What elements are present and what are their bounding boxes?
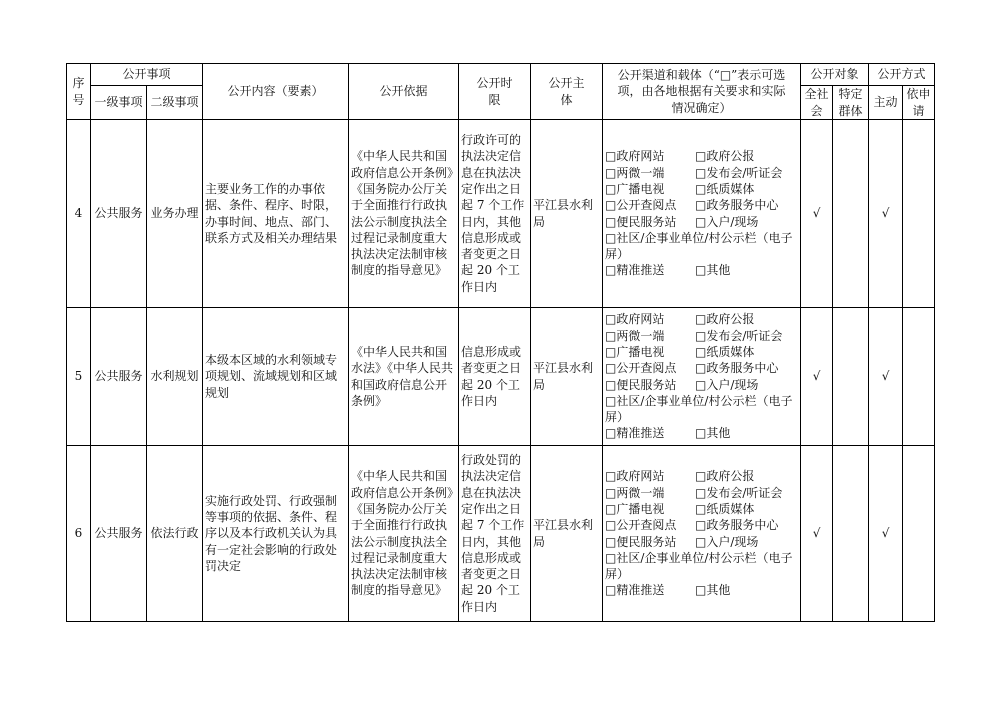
channel-option: □发布会/听证会 <box>695 328 783 343</box>
row-target-specific-check <box>833 120 869 308</box>
channel-option: □广播电视 <box>605 344 665 359</box>
channel-option: □入户/现场 <box>695 534 759 549</box>
channel-option: □便民服务站 <box>605 534 677 549</box>
channel-option: □社区/企事业单位/村公示栏（电子屏） <box>605 393 793 425</box>
channel-option: □社区/企事业单位/村公示栏（电子屏） <box>605 230 793 262</box>
table-row <box>67 120 935 308</box>
header-index: 序号 <box>67 64 91 120</box>
header-time-limit: 公开时限 <box>459 64 531 120</box>
channel-option: □政府公报 <box>695 469 755 484</box>
row-level2: 依法行政 <box>147 446 203 622</box>
header-method-active: 主动 <box>869 86 903 120</box>
table-row <box>67 446 935 622</box>
channel-option: □其他 <box>695 583 731 598</box>
disclosure-table <box>66 63 935 622</box>
row-time-limit: 信息形成或者变更之日起 20 个工作日内 <box>459 308 531 446</box>
row-index: 6 <box>67 446 91 622</box>
channel-option: □政府网站 <box>605 149 665 164</box>
row-method-request-check <box>903 446 935 622</box>
header-basis: 公开依据 <box>349 64 459 120</box>
header-target-all: 全社会 <box>801 86 833 120</box>
header-method-request: 依申请 <box>903 86 935 120</box>
row-level1: 公共服务 <box>91 120 147 308</box>
channel-option: □精准推送 <box>605 263 665 278</box>
channel-option: □政务服务中心 <box>695 198 779 213</box>
row-time-limit: 行政许可的执法决定信息在执法决定作出之日起 7 个工作日内，其他信息形成或者变更之日起 20 个工作日内 <box>459 120 531 308</box>
row-channels <box>603 120 801 308</box>
row-level1: 公共服务 <box>91 308 147 446</box>
row-subject: 平江县水利局 <box>531 446 603 622</box>
header-target: 公开对象 <box>801 64 869 86</box>
channel-option: □便民服务站 <box>605 377 677 392</box>
row-method-active-check: √ <box>869 308 903 446</box>
channel-option: □公开查阅点 <box>605 361 677 376</box>
row-time-limit: 行政处罚的执法决定信息在执法决定作出之日起 7 个工作日内，其他信息形成或者变更之日起 20 个工作日内 <box>459 446 531 622</box>
channel-option: □广播电视 <box>605 501 665 516</box>
channel-option: □公开查阅点 <box>605 198 677 213</box>
channel-option: □两微一端 <box>605 485 665 500</box>
channel-option: □社区/企事业单位/村公示栏（电子屏） <box>605 550 793 582</box>
channel-option: □其他 <box>695 426 731 441</box>
row-content: 本级本区域的水利领域专项规划、流域规划和区域规划 <box>203 308 349 446</box>
row-target-specific-check <box>833 308 869 446</box>
row-method-request-check <box>903 308 935 446</box>
row-level2: 业务办理 <box>147 120 203 308</box>
header-target-specific: 特定群体 <box>833 86 869 120</box>
channel-option: □纸质媒体 <box>695 501 755 516</box>
channel-option: □政府网站 <box>605 312 665 327</box>
row-subject: 平江县水利局 <box>531 120 603 308</box>
table-row <box>67 308 935 446</box>
header-level1: 一级事项 <box>91 86 147 120</box>
header-public-items: 公开事项 <box>91 64 203 86</box>
channel-option: □两微一端 <box>605 165 665 180</box>
header-method: 公开方式 <box>869 64 935 86</box>
row-content: 主要业务工作的办事依据、条件、程序、时限，办事时间、地点、部门、联系方式及相关办理结果 <box>203 120 349 308</box>
row-target-specific-check <box>833 446 869 622</box>
row-channels <box>603 446 801 622</box>
row-target-all-check: √ <box>801 308 833 446</box>
channel-option: □发布会/听证会 <box>695 485 783 500</box>
channel-option: □纸质媒体 <box>695 344 755 359</box>
channel-option: □精准推送 <box>605 426 665 441</box>
row-level1: 公共服务 <box>91 446 147 622</box>
row-basis: 《中华人民共和国水法》《中华人民共和国政府信息公开条例》 <box>349 308 459 446</box>
channel-option: □政务服务中心 <box>695 518 779 533</box>
channel-option: □入户/现场 <box>695 214 759 229</box>
header-subject: 公开主体 <box>531 64 603 120</box>
row-target-all-check: √ <box>801 120 833 308</box>
row-index: 4 <box>67 120 91 308</box>
channel-option: □政府网站 <box>605 469 665 484</box>
channel-option: □政府公报 <box>695 312 755 327</box>
header-level2: 二级事项 <box>147 86 203 120</box>
channel-option: □政务服务中心 <box>695 361 779 376</box>
row-content: 实施行政处罚、行政强制等事项的依据、条件、程序以及本行政机关认为具有一定社会影响的行政处罚决定 <box>203 446 349 622</box>
header-row-1 <box>67 64 935 86</box>
row-subject: 平江县水利局 <box>531 308 603 446</box>
row-basis: 《中华人民共和国政府信息公开条例》《国务院办公厅关于全面推行行政执法公示制度执法全过程记录制度重大执法决定法制审核制度的指导意见》 <box>349 120 459 308</box>
row-basis: 《中华人民共和国政府信息公开条例》《国务院办公厅关于全面推行行政执法公示制度执法全过程记录制度重大执法决定法制审核制度的指导意见》 <box>349 446 459 622</box>
channel-option: □入户/现场 <box>695 377 759 392</box>
channel-option: □其他 <box>695 263 731 278</box>
row-method-active-check: √ <box>869 120 903 308</box>
row-target-all-check: √ <box>801 446 833 622</box>
header-channels: 公开渠道和载体（“□”表示可选项，由各地根据有关要求和实际情况确定） <box>603 64 801 120</box>
row-method-active-check: √ <box>869 446 903 622</box>
channel-option: □纸质媒体 <box>695 181 755 196</box>
channel-option: □发布会/听证会 <box>695 165 783 180</box>
row-channels <box>603 308 801 446</box>
row-index: 5 <box>67 308 91 446</box>
channel-option: □便民服务站 <box>605 214 677 229</box>
channel-option: □广播电视 <box>605 181 665 196</box>
channel-option: □精准推送 <box>605 583 665 598</box>
header-content: 公开内容（要素） <box>203 64 349 120</box>
channel-option: □政府公报 <box>695 149 755 164</box>
channel-option: □两微一端 <box>605 328 665 343</box>
row-level2: 水利规划 <box>147 308 203 446</box>
channel-option: □公开查阅点 <box>605 518 677 533</box>
row-method-request-check <box>903 120 935 308</box>
